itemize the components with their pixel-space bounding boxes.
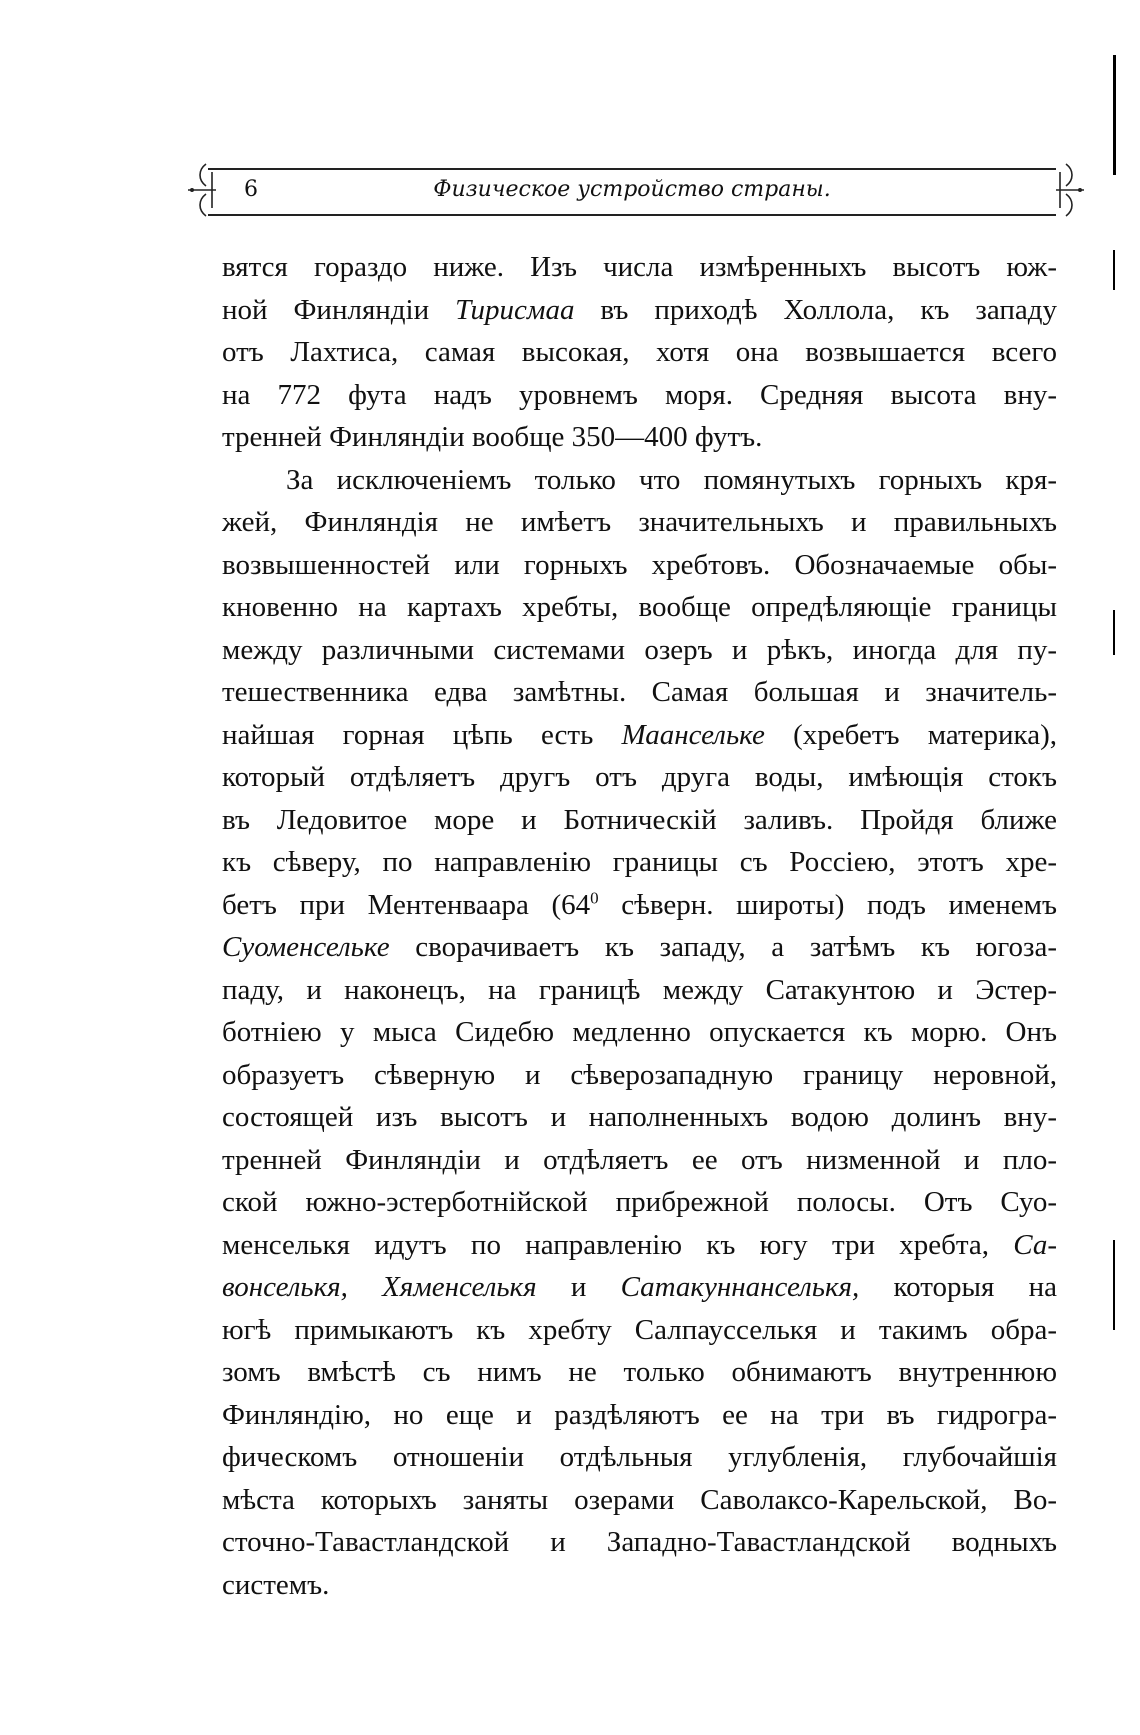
text-line: въ Ледовитое море и Ботническій заливъ. Пройдя ближе	[222, 803, 1057, 836]
text-line: зомъ вмѣстѣ съ нимъ не только обнимаютъ внутреннюю	[222, 1356, 1057, 1388]
text-line: вятся гораздо ниже. Изъ числа измѣренныхъ высотъ юж-	[222, 251, 1057, 283]
text-line: найшая горная цѣпь есть Маансельке (хребетъ материка),	[222, 718, 1057, 751]
paragraph	[222, 459, 1057, 1607]
text-line: который отдѣляетъ другъ отъ друга воды, имѣющія стокъ	[222, 761, 1057, 793]
superscript: 0	[590, 887, 599, 907]
text-line: ботніею у мыса Сидебю медленно опускается къ морю. Онъ	[222, 1016, 1057, 1048]
text-line: ной Финляндіи Тирисмаа въ приходѣ Холлола, къ западу	[222, 293, 1057, 326]
text-line: состоящей изъ высотъ и наполненныхъ водою долинъ вну-	[222, 1101, 1057, 1133]
text-line: мѣста которыхъ заняты озерами Саволаксо-Карельской, Во-	[222, 1483, 1057, 1516]
text-line: къ сѣверу, по направленію границы съ Россіею, этотъ хре-	[222, 846, 1057, 878]
italic-term: Тирисмаа	[455, 293, 575, 326]
italic-term: Сатакуннанселькя,	[620, 1271, 860, 1303]
text-line: кновенно на картахъ хребты, вообще опредѣляющіе границы	[222, 591, 1057, 623]
text-line: Финляндію, но еще и раздѣляютъ ее на три въ гидрогра-	[222, 1398, 1057, 1431]
text-line: образуетъ сѣверную и сѣверозападную границу неровной,	[222, 1058, 1057, 1091]
text-line: сточно-Тавастландской и Западно-Тавастландской водныхъ	[222, 1526, 1057, 1558]
body-text	[222, 246, 1057, 1606]
text-line: фическомъ отношеніи отдѣльныя углубленія, глубочайшія	[222, 1441, 1057, 1473]
page-number: 6	[244, 177, 258, 202]
text-line: системъ.	[222, 1568, 330, 1601]
text-line: ской южно-эстерботнійской прибрежной полосы. Отъ Суо-	[222, 1186, 1057, 1218]
text-line: на 772 фута надъ уровнемъ моря. Средняя высота вну-	[222, 378, 1057, 411]
text-line: тренней Финляндіи и отдѣляетъ ее отъ низменной и пло-	[222, 1143, 1057, 1176]
text-line: между различными системами озеръ и рѣкъ, иногда для пу-	[222, 633, 1057, 666]
page-edge-shadow	[1113, 55, 1116, 175]
page-edge-shadow	[1113, 1240, 1115, 1330]
page-edge-shadow	[1113, 250, 1115, 290]
text-line: паду, и наконецъ, на границѣ между Сатакунтою и Эстер-	[222, 973, 1057, 1006]
running-title: Физическое устройство страны.	[433, 177, 831, 202]
text-line: За исключеніемъ только что помянутыхъ горныхъ кря-	[286, 463, 1057, 496]
text-line: менселькя идутъ по направленію къ югу три хребта, Са-	[222, 1228, 1057, 1261]
text-line: отъ Лахтиса, самая высокая, хотя она возвышается всего	[222, 336, 1057, 368]
text-line: вонселькя, Хяменселькя и Сатакуннанселькя, которыя на	[222, 1271, 1057, 1303]
text-line: югѣ примыкаютъ къ хребту Салпаусселькя и такимъ обра-	[222, 1313, 1057, 1346]
text-line: тешественника едва замѣтны. Самая большая и значитель-	[222, 676, 1057, 708]
paragraph	[222, 246, 1057, 459]
text-line: возвышенностей или горныхъ хребтовъ. Обозначаемые обы-	[222, 548, 1057, 581]
text-line: Суоменсельке сворачиваетъ къ западу, а затѣмъ къ югоза-	[222, 931, 1057, 963]
italic-term: Маансельке	[621, 718, 765, 751]
page-edge-shadow	[1113, 610, 1115, 655]
text-line: тренней Финляндіи вообще 350—400 футъ.	[222, 421, 763, 453]
text-line: жей, Финляндія не имѣетъ значительныхъ и правильныхъ	[222, 506, 1057, 538]
right-ornament-icon	[1050, 160, 1086, 220]
italic-term: Са-	[1013, 1228, 1057, 1261]
text-line: бетъ при Ментенваара ($64^0$ сѣверн. широты) подъ именемъ	[222, 887, 1057, 921]
running-head	[208, 168, 1056, 216]
italic-term: вонселькя, Хяменселькя	[222, 1271, 537, 1303]
italic-term: Суоменсельке	[222, 931, 390, 963]
